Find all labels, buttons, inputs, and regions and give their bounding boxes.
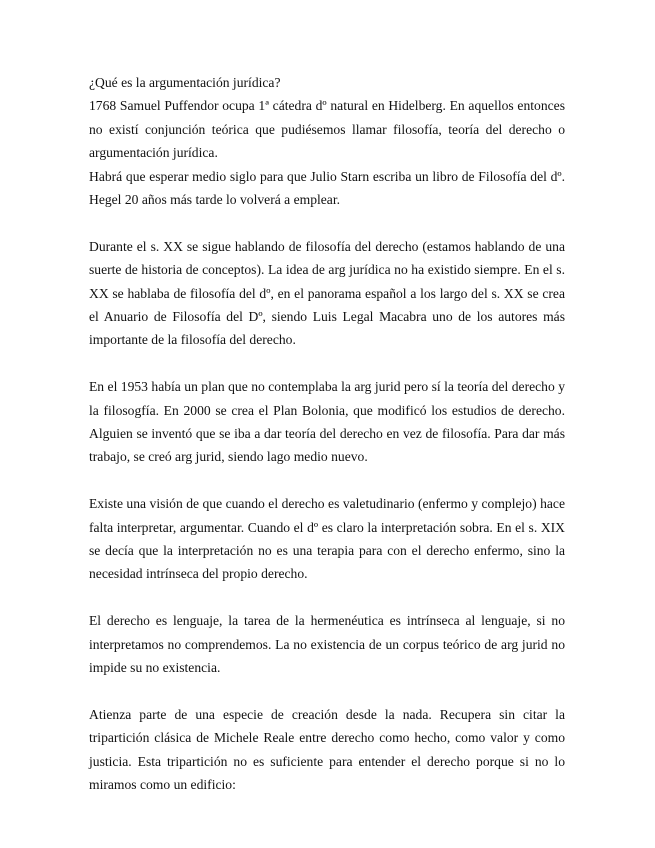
- paragraph-atienza: Atienza parte de una especie de creación desde la nada. Recupera sin citar la tripartición clásica de Michele Reale entre derecho como hecho, como valor y como justicia. Esta tripartición no es suficiente para entender el derecho porque si no lo miramos como un edificio:: [89, 706, 565, 793]
- document-page: [89, 71, 565, 797]
- paragraph-plan-1953: En el 1953 había un plan que no contemplaba la arg jurid pero sí la teoría del derecho y la filosogfía. En 2000 se crea el Plan Bolonia, que modificó los estudios de derecho. Alguien se inventó que se iba a dar teoría del derecho en vez de filosofía. Para dar más trabajo, se creó arg jurid, siendo lago medio nuevo.: [89, 379, 565, 465]
- paragraph-puffendor: 1768 Samuel Puffendor ocupa 1ª cátedra dº natural en Hidelberg. En aquellos entonces no existí conjunción teórica que pudiésemos llamar filosofía, teoría del derecho o argumentación jurídica.: [89, 98, 565, 161]
- paragraph-lenguaje: El derecho es lenguaje, la tarea de la hermenéutica es intrínseca al lenguaje, si no interpretamos no comprendemos. La no existencia de un corpus teórico de arg jurid no impide su no existencia.: [89, 613, 565, 676]
- document-title: ¿Qué es la argumentación jurídica?: [89, 75, 281, 90]
- paragraph-siglo-xx: Durante el s. XX se sigue hablando de filosofía del derecho (estamos hablando de una suerte de historia de conceptos). La idea de arg jurídica no ha existido siempre. En el s. XX se hablaba de filosofía del dº, en el panorama español a los largo del s. XX se crea el Anuario de Filosofía del Dº, siendo Luis Legal Macabra uno de los autores más importante de la filosofía del derecho.: [89, 238, 565, 348]
- paragraph-valetudinario: Existe una visión de que cuando el derecho es valetudinario (enfermo y complejo) hace falta interpretar, argumentar. Cuando el dº es claro la interpretación sobra. En el s. XIX se decía que la interpretación no es una terapia para con el derecho enfermo, sino la necesidad intrínseca del propio derecho.: [89, 496, 565, 582]
- paragraph-starn-hegel: Habrá que esperar medio siglo para que Julio Starn escriba un libro de Filosofía del dº. Hegel 20 años más tarde lo volverá a emplear.: [89, 168, 565, 208]
